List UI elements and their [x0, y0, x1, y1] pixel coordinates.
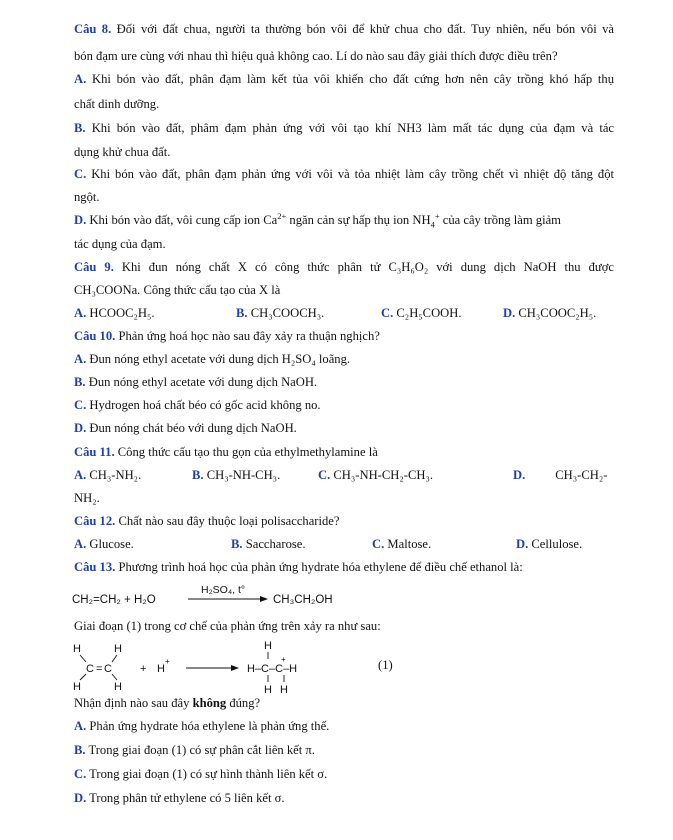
q13-number: Câu 13. [74, 560, 116, 574]
option-label: A. [74, 719, 87, 733]
option-label: C. [74, 398, 87, 412]
q9-a-text: HCOOC₂H₅. [89, 306, 155, 320]
q10-stem-text: Phản ứng hoá học nào sau đây xảy ra thuận nghịch? [118, 329, 380, 343]
q8-option-b[interactable] [74, 120, 614, 136]
q8-stem-line2: bón đạm ure cùng với nhau thì hiệu quả không cao. Lí do nào sau đây giải thích được điều trên? [74, 49, 558, 63]
option-label: B. [236, 306, 248, 320]
q13-judge-a: Nhận định nào sau đây [74, 696, 193, 710]
q13-d-text: Trong phân tử ethylene có 5 liên kết σ. [89, 791, 285, 805]
q13-stem [74, 559, 523, 575]
equation-product: CH₃CH₂OH [273, 594, 333, 606]
q11-option-c[interactable] [318, 467, 433, 483]
option-label: A. [74, 352, 87, 366]
option-label: B. [74, 743, 86, 757]
option-label: B. [74, 121, 86, 135]
q13-option-c[interactable] [74, 766, 327, 782]
option-label: C. [74, 767, 87, 781]
q8-option-c[interactable] [74, 166, 614, 182]
q12-option-d[interactable] [516, 536, 582, 552]
reaction-arrow-icon [187, 594, 269, 604]
q10-option-a[interactable] [74, 351, 350, 367]
q9-b-text: CH₃COOCH₃. [250, 306, 325, 320]
option-label: C. [372, 537, 385, 551]
cation-h-bottom-1: H [264, 684, 272, 696]
q8-a-text2: chất dinh dưỡng. [74, 97, 160, 111]
q9-option-a[interactable] [74, 305, 155, 321]
q11-a-text: CH₃-NH₂. [89, 468, 142, 482]
q8-b-text1: Khi bón vào đất, phâm đạm phản ứng với vôi tạo khí NH3 làm mất tác dụng của đạm và tác [91, 121, 614, 135]
q12-d-text: Cellulose. [531, 537, 583, 551]
q10-c-text: Hydrogen hoá chất béo có gốc acid không no. [89, 398, 321, 412]
option-label: D. [74, 213, 87, 227]
q11-number: Câu 11. [74, 445, 115, 459]
cation-h-top: H [264, 640, 272, 652]
option-label: A. [74, 306, 87, 320]
q11-option-d[interactable] [513, 467, 607, 483]
q9-stem-line2: CH₃COONa. Công thức cấu tạo của X là [74, 283, 281, 297]
option-label: A. [74, 537, 87, 551]
option-label: A. [74, 468, 87, 482]
q8-d-text-c: của cây trồng làm giảm [439, 213, 561, 227]
q8-b-text2: dụng khử chua đất. [74, 145, 171, 159]
q8-option-a[interactable] [74, 71, 614, 87]
proton: H [157, 663, 165, 675]
option-label: D. [74, 421, 87, 435]
q8-stem-text1: Đối với đất chua, người ta thường bón vôi để khử chua cho đất. Tuy nhiên, nếu bón vôi và [116, 22, 614, 36]
ethylene-h-bottom-left: H [73, 681, 81, 693]
q13-option-b[interactable] [74, 742, 315, 758]
ethylene-h-top-left: H [73, 643, 81, 655]
q11-stem [74, 444, 378, 460]
mechanism-stage-label: (1) [378, 658, 393, 672]
q10-option-b[interactable] [74, 374, 317, 390]
q8-d-text2: tác dụng của đạm. [74, 237, 166, 251]
cation-h-bottom-2: H [280, 684, 288, 696]
q11-c-text: CH₃-NH-CH₂-CH₃. [333, 468, 433, 482]
q13-stem-text: Phương trình hoá học của phản ứng hydrate hóa ethylene để điều chế ethanol là: [118, 560, 523, 574]
q13-stage-text: Giai đoạn (1) trong cơ chế của phản ứng trên xảy ra như sau: [74, 619, 381, 633]
q13-b-text: Trong giai đoạn (1) có sự phân cắt liên kết π. [88, 743, 315, 757]
equation-reactants: CH₂=CH₂ + H₂O [72, 594, 156, 606]
q8-d-text-a: Khi bón vào đất, vôi cung cấp ion Ca [89, 213, 278, 227]
q9-d-text: CH₃COOC₂H₅. [518, 306, 597, 320]
q13-judge [74, 695, 260, 711]
q12-stem [74, 513, 339, 529]
option-label: B. [74, 375, 86, 389]
option-label: C. [381, 306, 394, 320]
q9-option-b[interactable] [236, 305, 324, 321]
ethylene-double-bond: = [96, 663, 103, 675]
q9-option-d[interactable] [503, 305, 596, 321]
q9-option-c[interactable] [381, 305, 462, 321]
q9-number: Câu 9. [74, 260, 114, 274]
q13-judge-emphasis: không [192, 696, 227, 710]
ethylene-h-top-right: H [114, 643, 122, 655]
option-label: B. [231, 537, 243, 551]
q9-c-text: C₂H₅COOH. [396, 306, 462, 320]
mechanism-diagram [68, 638, 368, 696]
q11-option-b[interactable] [192, 467, 280, 483]
option-label: D. [516, 537, 529, 551]
option-label: D. [513, 468, 526, 482]
q8-c-text2: ngột. [74, 190, 100, 204]
q10-d-text: Đun nóng chát béo với dung dịch NaOH. [89, 421, 297, 435]
q10-a-text: Đun nóng ethyl acetate với dung dịch H₂SO₄ loãng. [89, 352, 351, 366]
q13-option-a[interactable] [74, 718, 329, 734]
option-label: D. [503, 306, 516, 320]
q12-option-a[interactable] [74, 536, 134, 552]
q10-stem [74, 328, 380, 344]
q11-d-text: CH₃-CH₂- [555, 468, 608, 482]
q12-stem-text: Chất nào sau đây thuộc loại polisaccharide? [118, 514, 340, 528]
q9-stem-line1 [74, 259, 614, 275]
q12-b-text: Saccharose. [245, 537, 306, 551]
option-label: C. [74, 167, 87, 181]
q8-a-text1: Khi bón vào đất, phân đạm làm kết tủa vôi khiến cho đất cứng hơn nên cây trồng khó hấp thụ [91, 72, 614, 86]
q11-option-a[interactable] [74, 467, 141, 483]
ethylene-carbon-1: C [86, 663, 94, 675]
q12-number: Câu 12. [74, 514, 116, 528]
proton-charge: + [165, 657, 170, 666]
q11-b-text: CH₃-NH-CH₃. [206, 468, 281, 482]
q8-c-text1: Khi bón vào đất, phân đạm phản ứng với vôi và tỏa nhiệt làm cây trồng chết vì nhiệt độ tăng đột [91, 167, 614, 181]
q12-option-b[interactable] [231, 536, 306, 552]
option-label: A. [74, 72, 87, 86]
q13-judge-c: đúng? [226, 696, 261, 710]
q10-number: Câu 10. [74, 329, 116, 343]
q13-c-text: Trong giai đoạn (1) có sự hình thành liên kết σ. [89, 767, 328, 781]
q10-option-d[interactable] [74, 420, 297, 436]
q9-stem-text1: Khi đun nóng chất X có công thức phân tử C₃H₆O₂ với dung dịch NaOH thu được [121, 260, 614, 274]
q12-option-c[interactable] [372, 536, 431, 552]
q13-a-text: Phản ứng hydrate hóa ethylene là phản ứng thế. [89, 719, 330, 733]
plus-sign: + [140, 663, 147, 675]
option-label: B. [192, 468, 204, 482]
cation-charge: + [281, 655, 286, 664]
ca-charge: 2+ [277, 210, 287, 221]
q8-number: Câu 8. [74, 22, 112, 36]
q13-option-d[interactable] [74, 790, 285, 806]
q11-stem-text: Công thức cấu tạo thu gọn của ethylmethylamine là [117, 445, 378, 459]
q10-b-text: Đun nóng ethyl acetate với dung dịch NaOH. [88, 375, 318, 389]
q12-a-text: Glucose. [89, 537, 134, 551]
q8-d-text-b: ngăn cản sự hấp thụ ion NH [286, 213, 431, 227]
q11-d-text2: NH₂. [74, 491, 100, 505]
nh4-charge: + [434, 210, 440, 221]
ethylene-carbon-2: C [104, 663, 112, 675]
nh4-subscript: 4 [430, 219, 435, 230]
q8-stem-line1 [74, 21, 614, 37]
option-label: D. [74, 791, 87, 805]
ethylene-h-bottom-right: H [114, 681, 122, 693]
option-label: C. [318, 468, 331, 482]
equation-condition: H₂SO₄, t° [201, 584, 246, 596]
q12-c-text: Maltose. [387, 537, 432, 551]
q10-option-c[interactable] [74, 397, 321, 413]
q8-option-d[interactable] [74, 212, 561, 228]
cation-chain: H–C–C–H [247, 663, 298, 675]
